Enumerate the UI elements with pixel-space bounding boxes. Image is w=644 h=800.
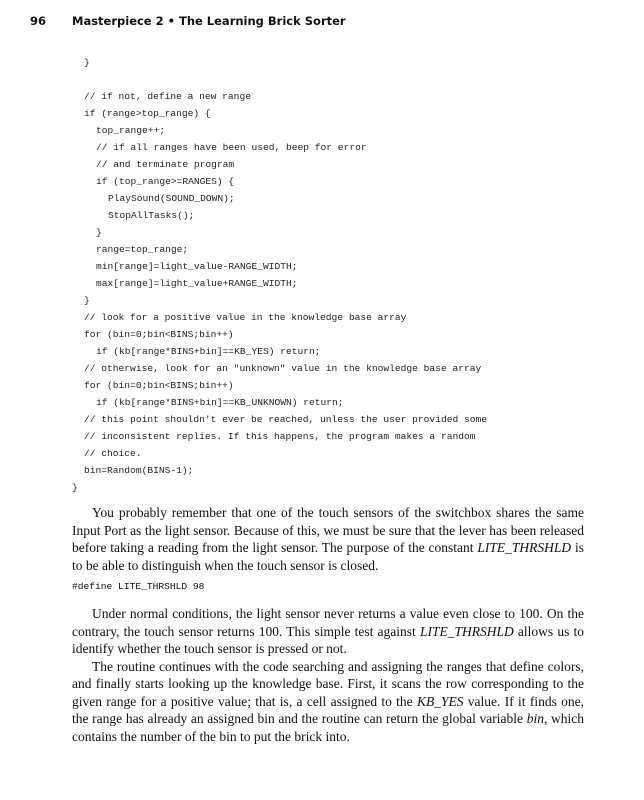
code-listing [72, 54, 487, 496]
code-line [72, 71, 487, 88]
code-line: // look for a positive value in the knowledge base array [84, 312, 407, 323]
code-line: bin=Random(BINS-1); [84, 465, 194, 476]
code-line: max[range]=light_value+RANGE_WIDTH; [96, 278, 298, 289]
code-line: // if all ranges have been used, beep for error [96, 142, 367, 153]
code-line: min[range]=light_value-RANGE_WIDTH; [96, 261, 298, 272]
code-line: for (bin=0;bin<BINS;bin++) [84, 329, 234, 340]
code-line: // otherwise, look for an "unknown" value in the knowledge base array [84, 363, 482, 374]
running-header [30, 14, 346, 28]
code-line: for (bin=0;bin<BINS;bin++) [84, 380, 234, 391]
define-statement: #define LITE_THRSHLD 98 [72, 581, 205, 592]
code-line: StopAllTasks(); [108, 210, 195, 221]
code-line: range=top_range; [96, 244, 189, 255]
code-line: // if not, define a new range [84, 91, 251, 102]
code-line: if (range>top_range) { [84, 108, 211, 119]
running-title: Masterpiece 2 • The Learning Brick Sorter [72, 14, 346, 28]
code-line: if (kb[range*BINS+bin]==KB_YES) return; [96, 346, 321, 357]
code-line: } [96, 227, 102, 238]
code-line: // choice. [84, 448, 142, 459]
code-line: // and terminate program [96, 159, 235, 170]
page-number: 96 [30, 14, 47, 28]
code-line: } [84, 295, 90, 306]
paragraph-normal-conditions: Under normal conditions, the light sensor never returns a value even close to 100. On the contrary, the touch sensor returns 100. This simple test against LITE_THRSHLD allows us to identify whether the touch sensor is pressed or not. [72, 606, 584, 656]
code-line: top_range++; [96, 125, 166, 136]
body-text [72, 504, 584, 745]
code-line: // this point shouldn't ever be reached, unless the user provided some [84, 414, 488, 425]
paragraph-routine: The routine continues with the code searching and assigning the ranges that define colors, and finally starts looking up the knowledge base. First, it scans the row corresponding to the given range for a positive value; that is, a cell assigned to the KB_YES value. If it finds one, the range has already an assigned bin and the routine can return the global variable bin, which contains the number of the bin to put the brick into. [72, 658, 584, 744]
code-line: } [72, 482, 78, 493]
code-line: if (kb[range*BINS+bin]==KB_UNKNOWN) return; [96, 397, 344, 408]
code-line: PlaySound(SOUND_DOWN); [108, 193, 235, 204]
paragraph-touch-sensor: You probably remember that one of the touch sensors of the switchbox shares the same Input Port as the light sensor. Because of this, we must be sure that the lever has been released before taking a reading from the light sensor. The purpose of the constant LITE_THRSHLD is to be able to distinguish when the touch sensor is closed. [72, 505, 584, 573]
code-line: } [84, 57, 90, 68]
code-line: if (top_range>=RANGES) { [96, 176, 235, 187]
code-line: // inconsistent replies. If this happens, the program makes a random [84, 431, 476, 442]
